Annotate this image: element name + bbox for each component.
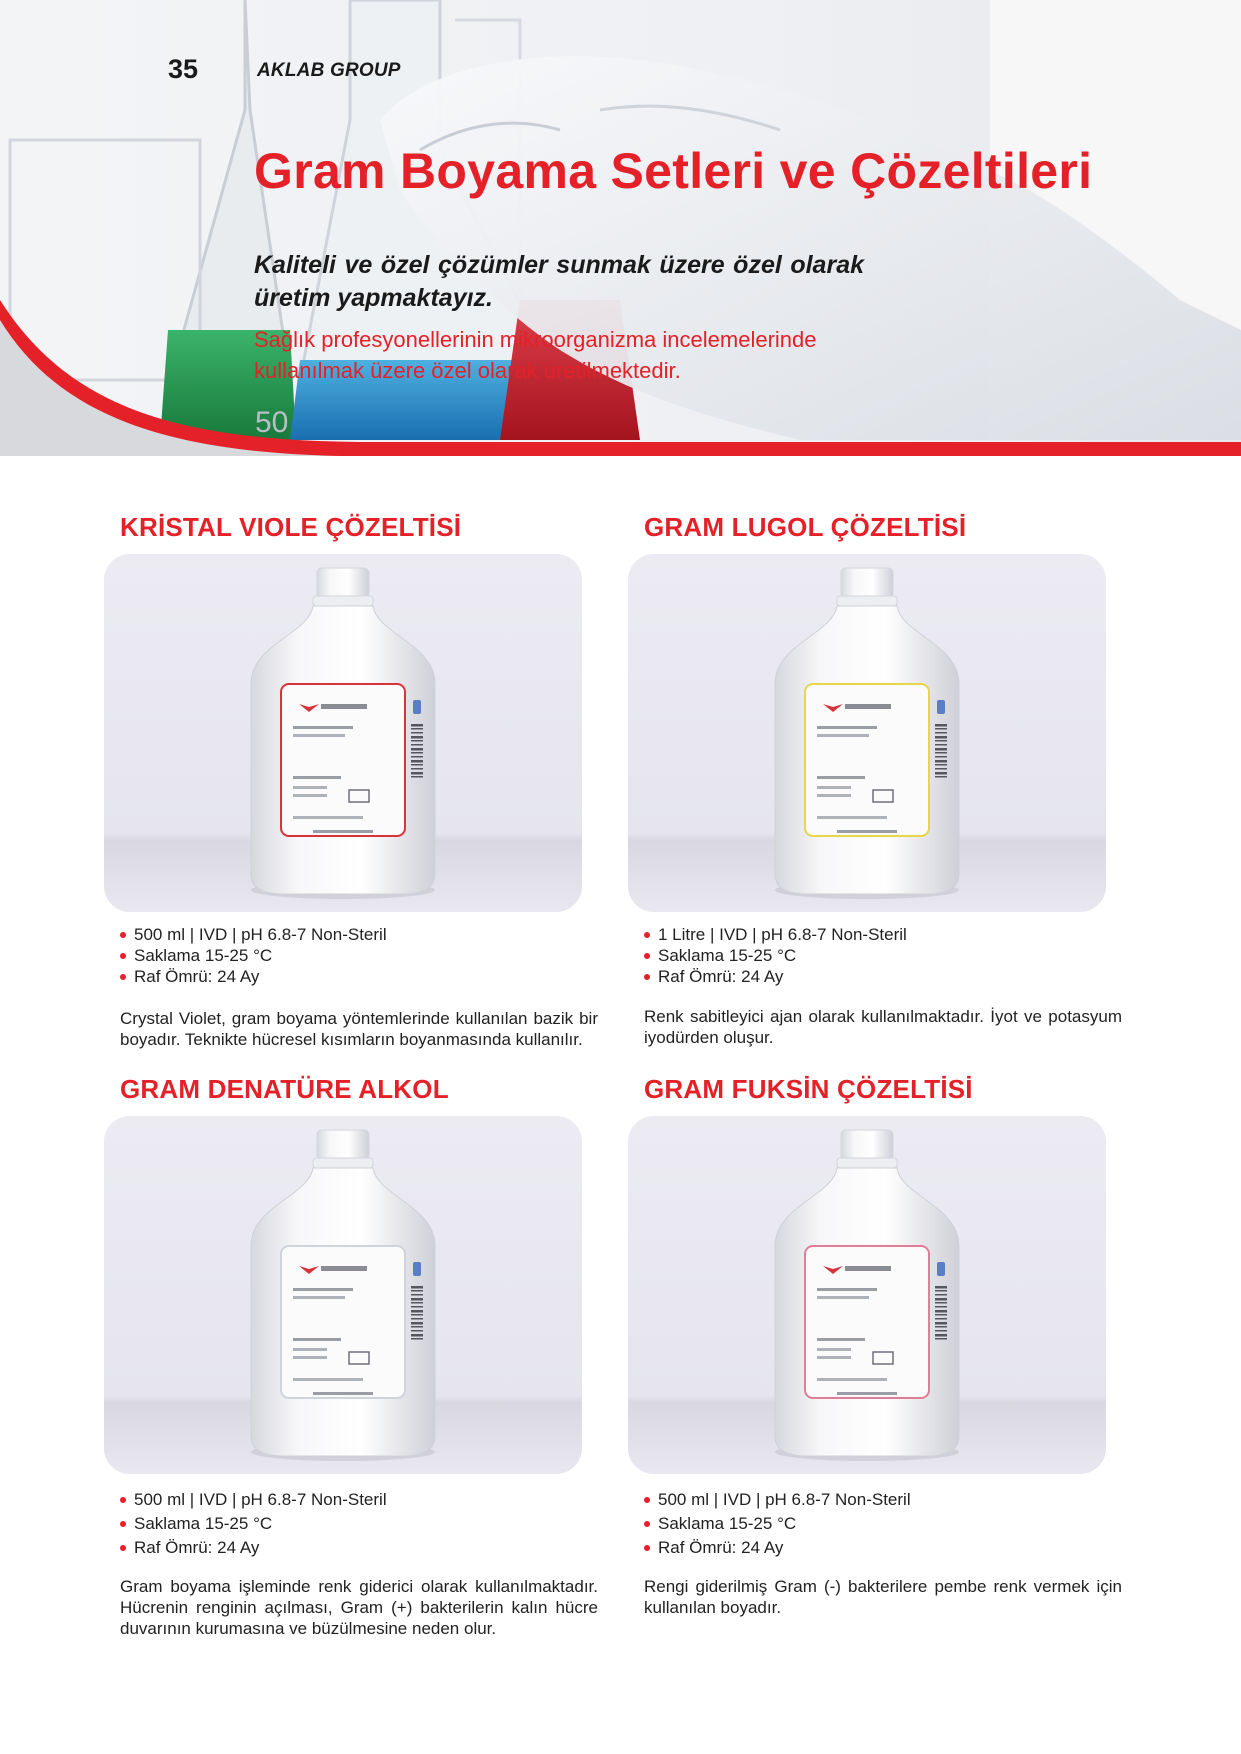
bullet-icon (120, 1545, 126, 1551)
spec-item: 1 Litre | IVD | pH 6.8-7 Non-Steril (644, 924, 907, 945)
bottle-illustration (104, 1116, 582, 1474)
bullet-icon (644, 974, 650, 980)
product-description: Gram boyama işleminde renk giderici olarak kullanılmaktadır. Hücrenin renginin açılması, Gram (+) bakterilerin kalın hücre duvarının kurumasına ve büzülmesine neden olur. (120, 1577, 598, 1638)
product-specs (120, 1488, 387, 1560)
bullet-icon (120, 953, 126, 959)
bullet-icon (644, 953, 650, 959)
bottle-illustration (628, 1116, 1106, 1474)
product-title: KRİSTAL VIOLE ÇÖZELTİSİ (120, 512, 462, 542)
spec-item: Saklama 15-25 °C (644, 1512, 911, 1536)
product-title: GRAM LUGOL ÇÖZELTİSİ (644, 512, 967, 542)
intro-text: Sağlık profesyonellerinin mikroorganizma incelemelerinde kullanılmak üzere özel olarak üretilmektedir. (254, 327, 817, 383)
bullet-icon (644, 1521, 650, 1527)
product-specs (644, 1488, 911, 1560)
product-description: Crystal Violet, gram boyama yöntemlerinde kullanılan bazik bir boyadır. Teknikte hücresel kısımların boyanmasında kullanılır. (120, 1009, 598, 1049)
brand-name: AKLAB GROUP (257, 60, 401, 81)
page-header (0, 0, 1241, 470)
product-card-gram-lugol (634, 512, 1134, 1052)
bottle-illustration (104, 554, 582, 912)
bullet-icon (120, 1521, 126, 1527)
bullet-icon (120, 932, 126, 938)
spec-item: Raf Ömrü: 24 Ay (644, 966, 907, 987)
spec-item: 500 ml | IVD | pH 6.8-7 Non-Steril (644, 1488, 911, 1512)
page-title: Gram Boyama Setleri ve Çözeltileri (254, 143, 1093, 199)
product-photo (628, 554, 1106, 912)
svg-text:50: 50 (255, 406, 289, 439)
bullet-icon (644, 1545, 650, 1551)
product-photo (628, 1116, 1106, 1474)
product-description: Renk sabitleyici ajan olarak kullanılmaktadır. İyot ve potasyum iyodürden oluşur. (644, 1007, 1122, 1047)
product-photo (104, 554, 582, 912)
bottle-illustration (628, 554, 1106, 912)
product-card-kristal-viole (110, 512, 610, 1052)
spec-item: Raf Ömrü: 24 Ay (644, 1536, 911, 1560)
product-card-gram-denature-alkol (110, 1074, 610, 1654)
spec-item: Raf Ömrü: 24 Ay (120, 966, 387, 987)
spec-item: 500 ml | IVD | pH 6.8-7 Non-Steril (120, 924, 387, 945)
bullet-icon (644, 932, 650, 938)
product-specs (120, 924, 387, 987)
product-title: GRAM DENATÜRE ALKOL (120, 1074, 449, 1104)
product-title: GRAM FUKSİN ÇÖZELTİSİ (644, 1074, 973, 1104)
spec-item: Saklama 15-25 °C (644, 945, 907, 966)
page-number: 35 (168, 54, 199, 84)
spec-item: 500 ml | IVD | pH 6.8-7 Non-Steril (120, 1488, 387, 1512)
product-specs (644, 924, 907, 987)
tagline: Kaliteli ve özel çözümler sunmak üzere özel olarak üretim yapmaktayız. (254, 251, 864, 312)
product-card-gram-fuksin (634, 1074, 1134, 1654)
bullet-icon (644, 1497, 650, 1503)
bullet-icon (120, 1497, 126, 1503)
product-photo (104, 1116, 582, 1474)
spec-item: Saklama 15-25 °C (120, 945, 387, 966)
bullet-icon (120, 974, 126, 980)
spec-item: Saklama 15-25 °C (120, 1512, 387, 1536)
product-description: Rengi giderilmiş Gram (-) bakterilere pembe renk vermek için kullanılan boyadır. (644, 1577, 1122, 1617)
spec-item: Raf Ömrü: 24 Ay (120, 1536, 387, 1560)
